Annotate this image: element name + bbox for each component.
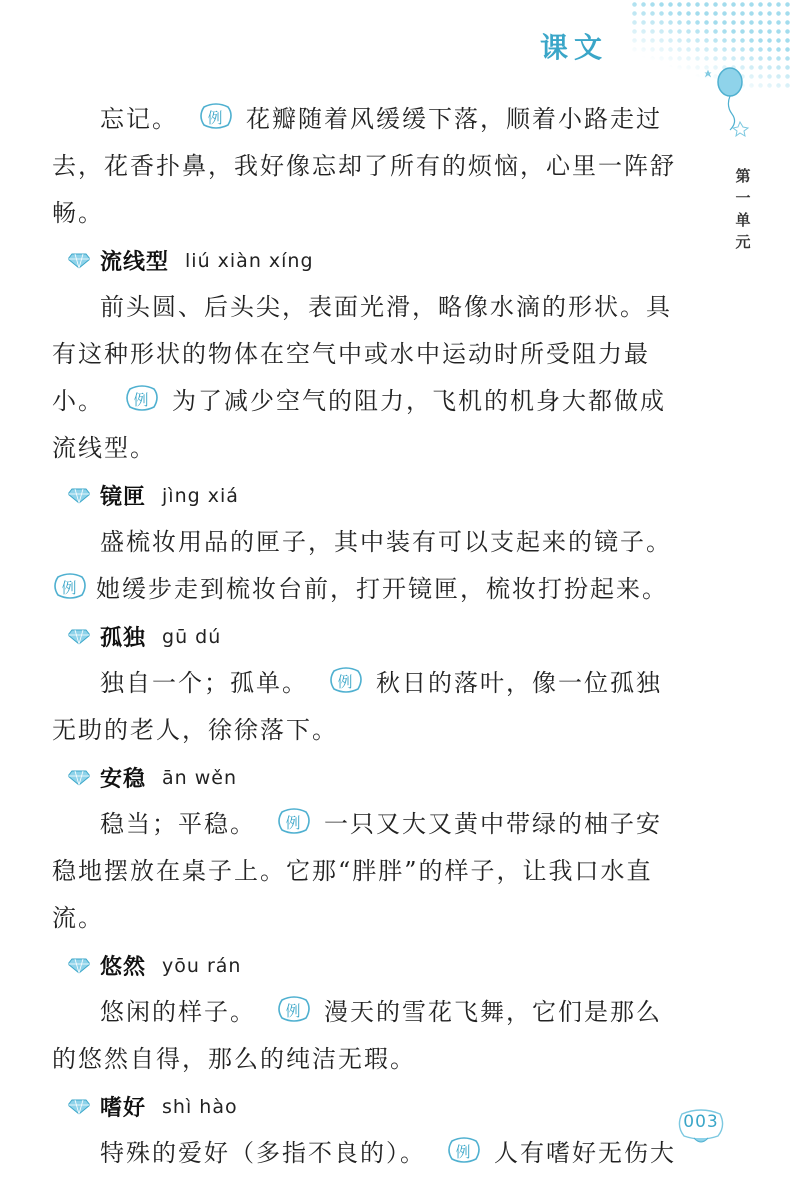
svg-text:例: 例 <box>207 109 225 127</box>
example-badge-icon <box>276 996 312 1024</box>
entry-example: 为了减少空气的阻力，飞机的机身大都做成流线型。 <box>52 387 666 462</box>
entry-definition <box>52 660 682 754</box>
entry-definition <box>52 284 682 472</box>
unit-label <box>732 165 754 253</box>
entry-pinyin: gū dú <box>162 625 222 648</box>
entry-example: 秋日的落叶，像一位孤独无助的老人，徐徐落下。 <box>52 669 662 744</box>
intro-text: 忘记。 <box>100 105 178 133</box>
entry-word: 安稳 <box>100 767 147 792</box>
entry-definition <box>52 519 682 566</box>
entry-word: 孤独 <box>100 626 147 651</box>
entry-pinyin: jìng xiá <box>162 484 239 507</box>
entry-pinyin: yōu rán <box>162 954 242 977</box>
diamond-icon <box>68 770 90 786</box>
entry-word: 镜匣 <box>100 485 147 510</box>
diamond-icon <box>68 253 90 269</box>
entry-meaning: 独自一个；孤单。 <box>100 669 308 697</box>
example-badge-icon <box>276 808 312 836</box>
svg-text:例: 例 <box>285 1002 303 1020</box>
entry-meaning: 稳当；平稳。 <box>100 810 256 838</box>
entry-header <box>52 754 682 801</box>
entry-meaning: 悠闲的样子。 <box>100 998 256 1026</box>
svg-text:例: 例 <box>455 1143 473 1161</box>
entry-word: 嗜好 <box>100 1096 147 1121</box>
svg-text:例: 例 <box>133 391 151 409</box>
entry-example-line <box>52 566 682 613</box>
diamond-icon <box>68 958 90 974</box>
balloon-icon <box>702 62 752 142</box>
entry-pinyin: ān wěn <box>162 766 238 789</box>
vocabulary-content <box>52 96 682 1177</box>
entry-definition <box>52 989 682 1083</box>
entry-word: 流线型 <box>100 250 170 275</box>
entry-word: 悠然 <box>100 955 147 980</box>
entry-meaning: 特殊的爱好（多指不良的）。 <box>100 1139 426 1167</box>
entry-definition <box>52 1130 682 1177</box>
entry-header <box>52 613 682 660</box>
unit-char: 一 <box>735 189 751 207</box>
example-badge-icon <box>124 385 160 413</box>
example-badge-icon <box>198 103 234 131</box>
svg-text:例: 例 <box>337 673 355 691</box>
entry-pinyin: liú xiàn xíng <box>185 249 314 272</box>
diamond-icon <box>68 629 90 645</box>
svg-text:例: 例 <box>285 814 303 832</box>
page-number: 003 <box>683 1112 719 1132</box>
entry-example: 人有嗜好无伤大 <box>494 1139 676 1167</box>
example-badge-icon <box>446 1137 482 1165</box>
unit-char: 第 <box>735 167 751 185</box>
entry-header <box>52 472 682 519</box>
intro-example-text: 花瓣随着风缓缓下落，顺着小路走过去，花香扑鼻，我好像忘却了所有的烦恼，心里一阵舒畅。 <box>52 105 676 227</box>
entry-meaning: 前头圆、后头尖，表面光滑，略像水滴的形状。具有这种形状的物体在空气中或水中运动时所受阻力最小。 <box>52 293 672 415</box>
entry-example: 漫天的雪花飞舞，它们是那么的悠然自得，那么的纯洁无瑕。 <box>52 998 662 1073</box>
entry-definition <box>52 801 682 942</box>
entry-header <box>52 237 682 284</box>
diamond-icon <box>68 488 90 504</box>
entry-example: 一只又大又黄中带绿的柚子安稳地摆放在桌子上。它那“胖胖”的样子，让我口水直流。 <box>52 810 662 932</box>
diamond-icon <box>68 1099 90 1115</box>
entry-example: 她缓步走到梳妆台前，打开镜匣，梳妆打扮起来。 <box>96 575 668 603</box>
unit-char: 元 <box>735 233 751 251</box>
intro-paragraph <box>52 96 682 237</box>
entry-meaning: 盛梳妆用品的匣子，其中装有可以支起来的镜子。 <box>100 528 672 556</box>
entry-pinyin: shì hào <box>162 1095 238 1118</box>
example-badge-icon <box>52 573 88 601</box>
svg-text:例: 例 <box>61 579 79 597</box>
unit-char: 单 <box>735 211 751 229</box>
section-title: 课文 <box>540 31 609 64</box>
entry-header <box>52 942 682 989</box>
entry-header <box>52 1083 682 1130</box>
example-badge-icon <box>328 667 364 695</box>
